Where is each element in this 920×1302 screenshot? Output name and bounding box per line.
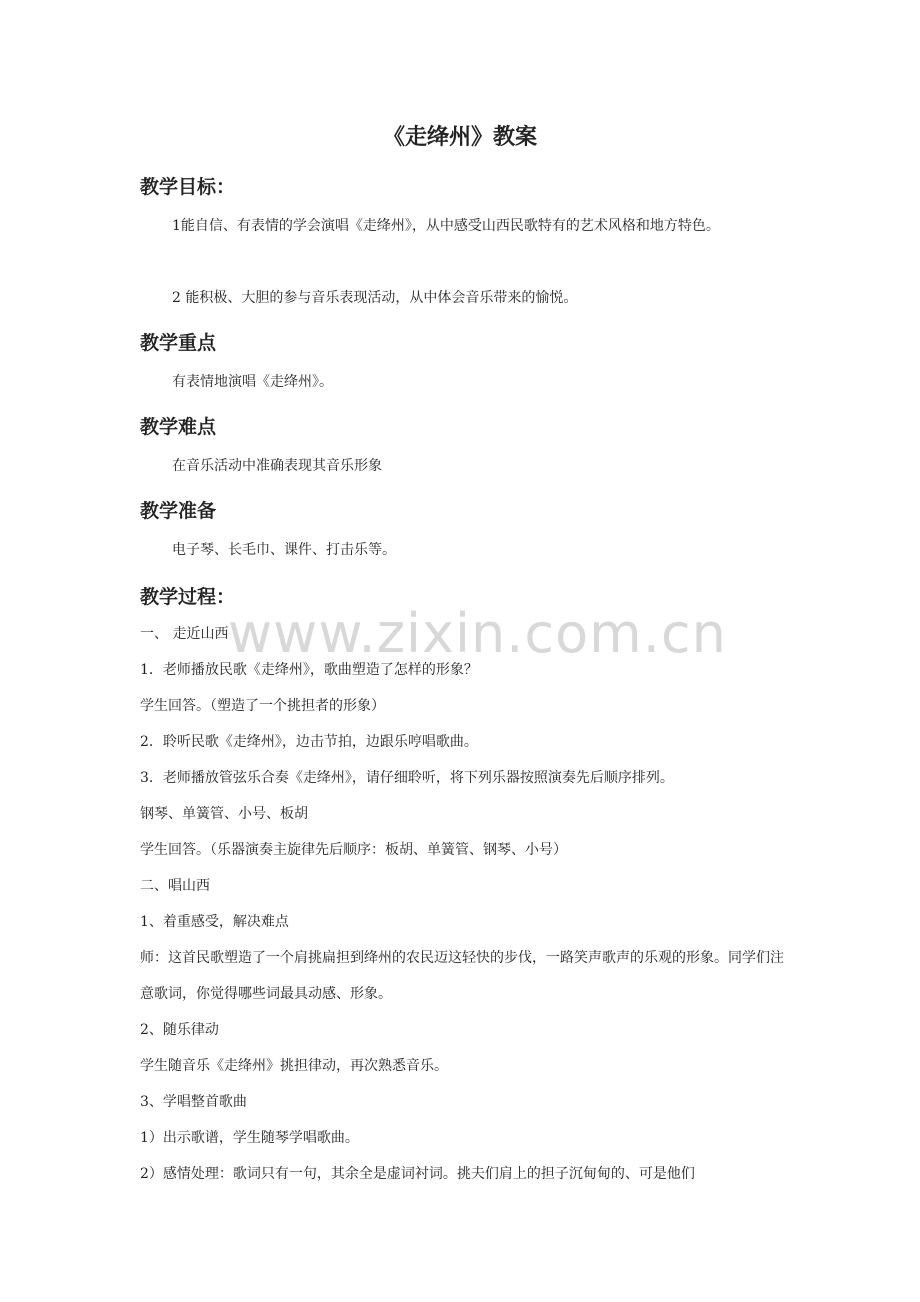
key-point-text: 有表情地演唱《走绛州》。 (172, 374, 333, 390)
process-line: 2．聆听民歌《走绛州》，边击节拍，边跟乐哼唱歌曲。 (140, 734, 478, 750)
process-line: 学生回答。（塑造了一个挑担者的形象） (140, 698, 385, 714)
goal-2: 2 能积极、大胆的参与音乐表现活动，从中体会音乐带来的愉悦。 (172, 290, 578, 306)
process-line: 师：这首民歌塑造了一个肩挑扁担到绛州的农民迈这轻快的步伐，一路笑声歌声的乐观的形象。同学们注意歌词，你觉得哪些词最具动感、形象。 (140, 950, 784, 1002)
process-line: 一、 走近山西 (140, 626, 229, 642)
heading-difficulties: 教学难点 (140, 416, 217, 438)
heading-goals: 教学目标： (140, 176, 236, 198)
process-line: 钢琴、单簧管、小号、板胡 (140, 806, 308, 822)
process-line: 2）感情处理：歌词只有一句，其余全是虚词衬词。挑夫们肩上的担子沉甸甸的、可是他们 (140, 1166, 695, 1182)
heading-key-points: 教学重点 (140, 332, 217, 354)
process-line: 3、学唱整首歌曲 (140, 1094, 247, 1110)
preparation-text: 电子琴、长毛巾、课件、打击乐等。 (172, 542, 396, 558)
process-line: 1、着重感受，解决难点 (140, 914, 289, 930)
difficulty-text: 在音乐活动中准确表现其音乐形象 (172, 458, 382, 474)
process-line: 1）出示歌谱，学生随琴学唱歌曲。 (140, 1130, 359, 1146)
heading-process: 教学过程： (140, 586, 236, 608)
process-line: 3．老师播放管弦乐合奏《走绛州》，请仔细聆听，将下列乐器按照演奏先后顺序排列。 (140, 770, 674, 786)
process-line: 学生回答。（乐器演奏主旋律先后顺序：板胡、单簧管、钢琴、小号） (140, 842, 567, 858)
process-line: 二、唱山西 (140, 878, 210, 894)
goal-1: 1能自信、有表情的学会演唱《走绛州》，从中感受山西民歌特有的艺术风格和地方特色。 (172, 218, 720, 234)
process-line: 2、随乐律动 (140, 1022, 219, 1038)
process-line: 学生随音乐《走绛州》挑担律动，再次熟悉音乐。 (140, 1058, 448, 1074)
watermark: www.zixin.com.cn (228, 602, 727, 665)
process-line: 1．老师播放民歌《走绛州》，歌曲塑造了怎样的形象？ (140, 662, 478, 678)
document-title: 《走绛州》教案 (382, 125, 537, 150)
heading-preparation: 教学准备 (140, 500, 217, 522)
